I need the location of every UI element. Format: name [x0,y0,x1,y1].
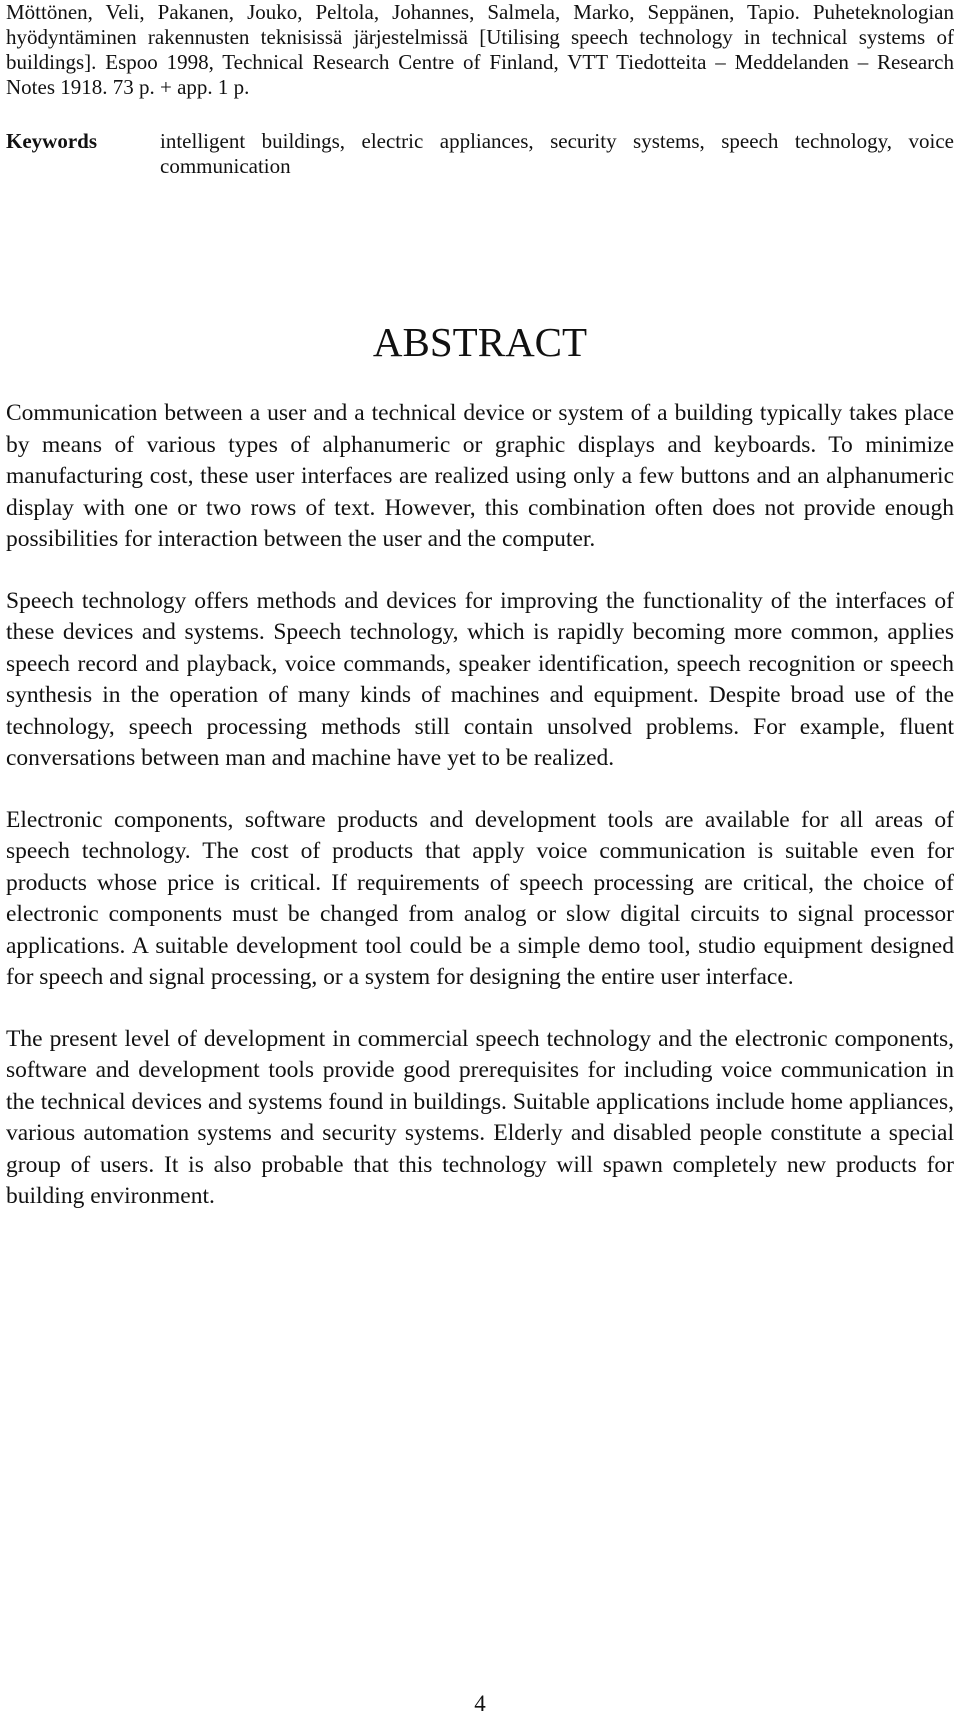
abstract-heading: ABSTRACT [372,319,588,365]
abstract-paragraph-3: Electronic components, software products and development tools are available for all areas of speech technology. The cost of products that apply voice communication is suitable even for products whose price is critical. If requirements of speech processing are critical, the choice of electronic components must be changed from analog or slow digital circuits to signal processor applications. A suitable development tool could be a simple demo tool, studio equipment designed for speech and signal processing, or a system for designing the entire user interface. [6,806,954,990]
abstract-paragraph-4: The present level of development in commercial speech technology and the electronic components, software and development tools provide good prerequisites for including voice communication in the technical devices and systems found in buildings. Suitable applications include home appliances, various automation systems and security systems. Elderly and disabled people constitute a special group of users. It is also probable that this technology will spawn completely new products for building environment. [6,1025,954,1209]
keywords-text: intelligent buildings, electric appliances, security systems, speech technology, voice communication [160,129,954,178]
abstract-paragraph-2: Speech technology offers methods and devices for improving the functionality of the interfaces of these devices and systems. Speech technology, which is rapidly becoming more common, applies speech record and playback, voice commands, speaker identification, speech recognition or speech synthesis in the operation of many kinds of machines and equipment. Despite broad use of the technology, speech processing methods still contain unsolved problems. For example, fluent conversations between man and machine have yet to be realized. [6,587,954,771]
bibliographic-citation: Möttönen, Veli, Pakanen, Jouko, Peltola, Johannes, Salmela, Marko, Seppänen, Tapio. Puheteknologian hyödyntäminen rakennusten teknisissä järjestelmissä [Utilising speech technology in technical systems of buildings]. Espoo 1998, Technical Research Centre of Finland, VTT Tiedotteita – Meddelanden – Research Notes 1918. 73 p. + app. 1 p. [6,0,954,99]
keywords-label: Keywords [6,129,97,153]
page-number: 4 [474,1691,486,1716]
abstract-paragraph-1: Communication between a user and a technical device or system of a building typically takes place by means of various types of alphanumeric or graphic displays and keyboards. To minimize manufacturing cost, these user interfaces are realized using only a few buttons and an alphanumeric display with one or two rows of text. However, this combination often does not provide enough possibilities for interaction between the user and the computer. [6,400,954,552]
abstract-body [6,398,954,1243]
